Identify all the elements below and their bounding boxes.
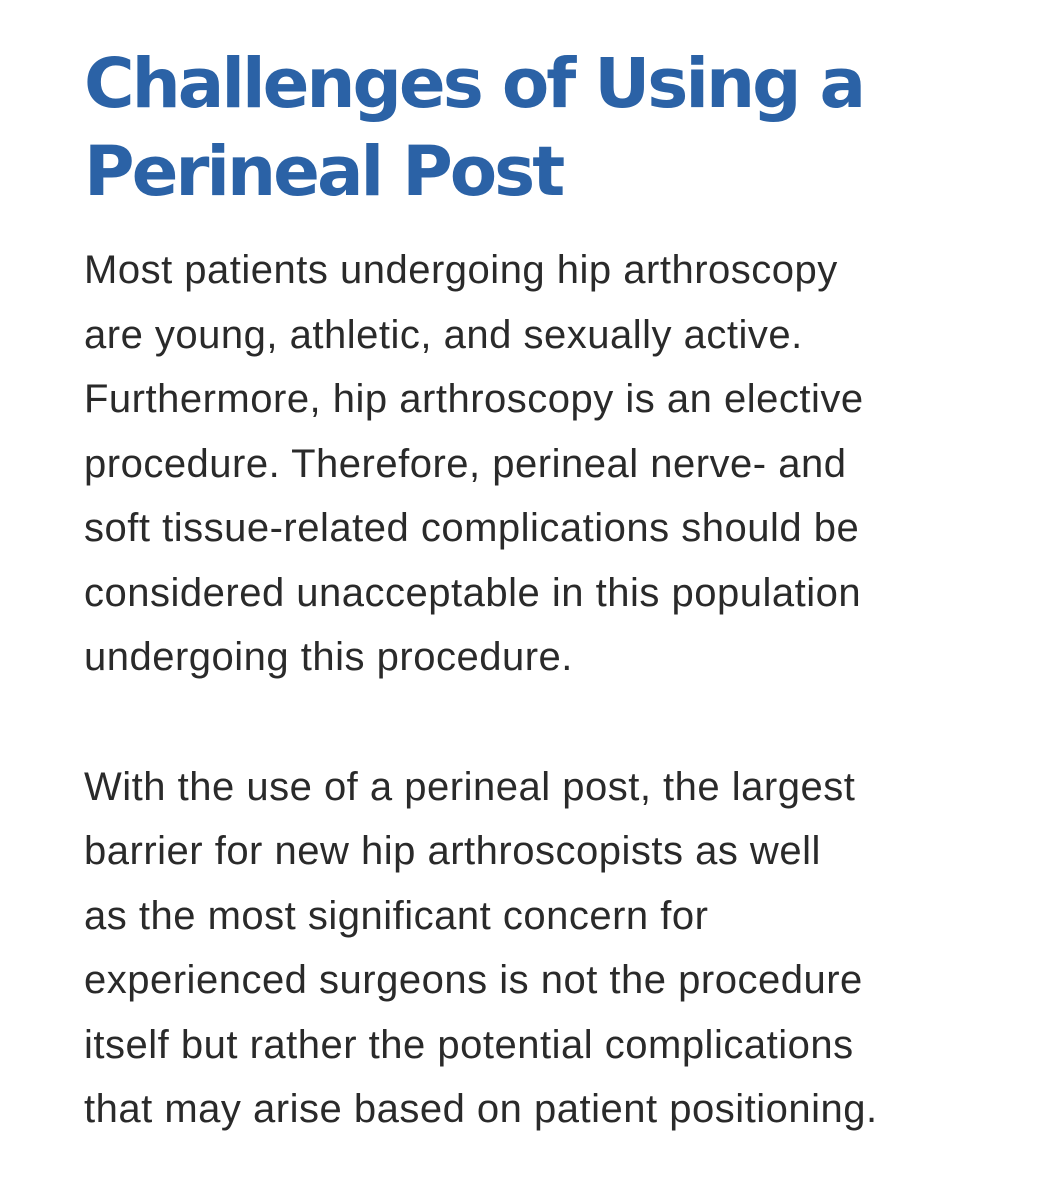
paragraph-2 xyxy=(84,755,984,1142)
paragraph-line: considered unacceptable in this population xyxy=(84,570,862,615)
paragraph-line: as the most significant concern for xyxy=(84,893,709,938)
article xyxy=(84,40,984,1142)
paragraph-line: undergoing this procedure. xyxy=(84,635,573,679)
paragraph-line: soft tissue-related complications should be xyxy=(84,506,860,550)
paragraph-line: itself but rather the potential complications xyxy=(84,1022,854,1067)
paragraph-line: With the use of a perineal post, the largest xyxy=(84,764,856,809)
paragraph-line: Furthermore, hip arthroscopy is an elective xyxy=(84,377,864,421)
paragraph-line: barrier for new hip arthroscopists as well xyxy=(84,829,821,873)
title-line: Perineal Post xyxy=(84,132,563,212)
paragraph-line: are young, athletic, and sexually active. xyxy=(84,312,803,357)
paragraph-line: that may arise based on patient positioning. xyxy=(84,1087,878,1131)
paragraph-line: procedure. Therefore, perineal nerve- and xyxy=(84,441,847,486)
paragraph-line: experienced surgeons is not the procedure xyxy=(84,958,863,1002)
paragraph-1 xyxy=(84,238,984,690)
article-title xyxy=(84,40,984,216)
paragraph-line: Most patients undergoing hip arthroscopy xyxy=(84,248,838,292)
title-line: Challenges of Using a xyxy=(84,44,864,124)
